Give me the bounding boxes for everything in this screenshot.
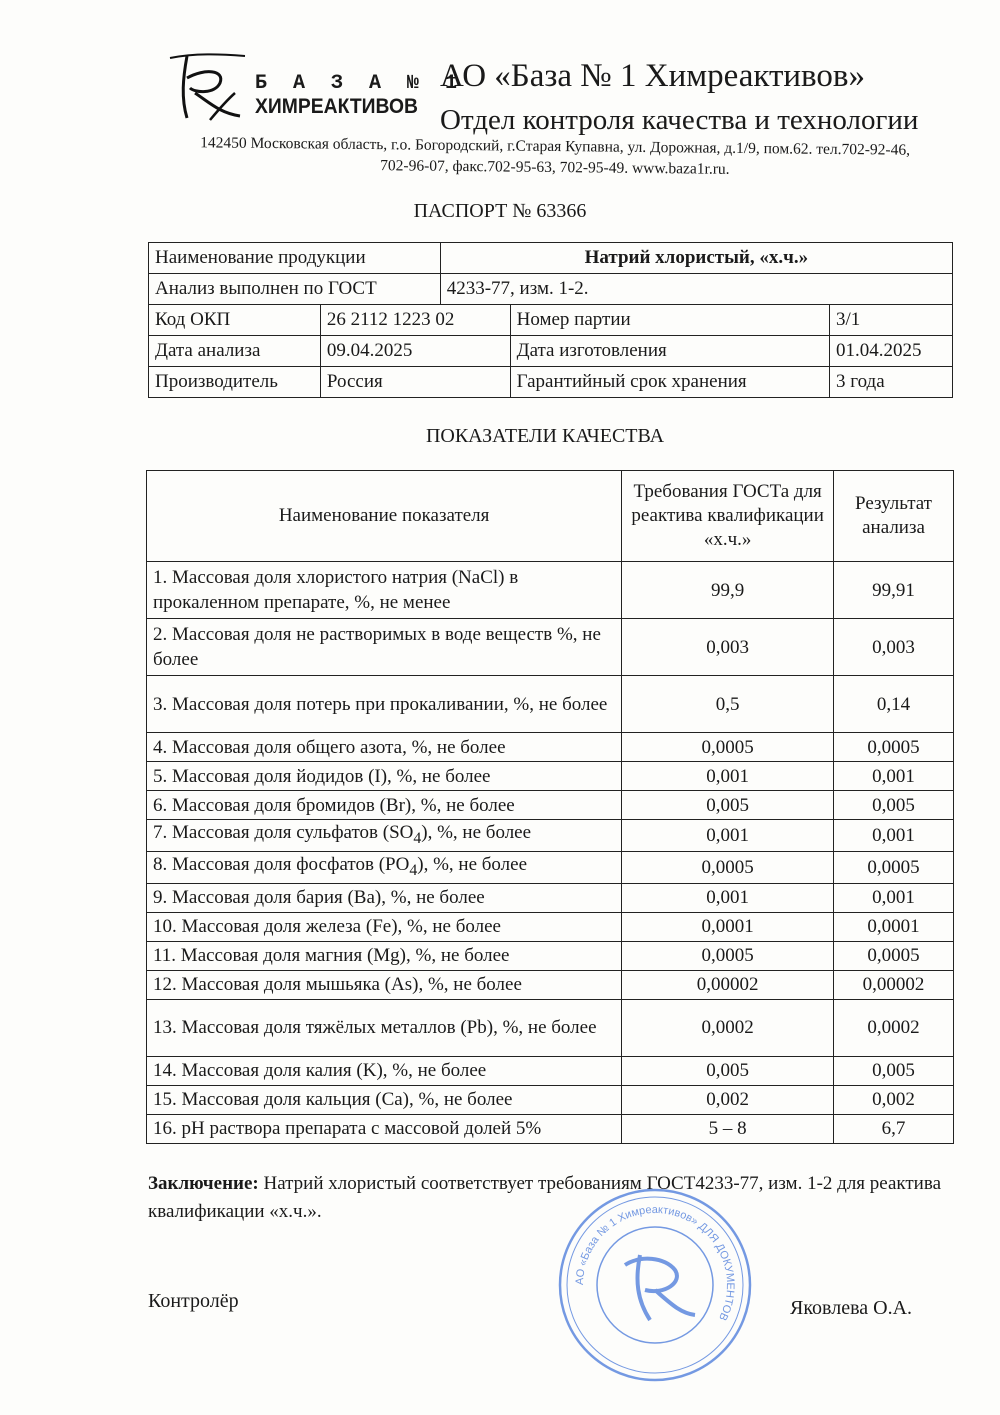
gost-requirement: 0,5	[622, 676, 834, 733]
indicator-name: 15. Массовая доля кальция (Ca), %, не более	[147, 1085, 622, 1114]
okp-label: Код ОКП	[149, 305, 321, 336]
indicator-name: 11. Массовая доля магния (Mg), %, не более	[147, 941, 622, 970]
manufacture-date-label: Дата изготовления	[510, 336, 829, 367]
gost-requirement: 0,0005	[622, 941, 834, 970]
stamp-text: АО «База № 1 Химреактивов» ДЛЯ ДОКУМЕНТОВ	[573, 1203, 737, 1323]
product-info-table	[148, 242, 953, 398]
analysis-result: 0,0001	[834, 912, 954, 941]
svg-text:АО «База № 1 Химреактивов» ДЛЯ	[574, 1204, 736, 1322]
conclusion-label: Заключение:	[148, 1173, 259, 1194]
indicator-name-prefix: 7. Массовая доля сульфатов (SO	[153, 822, 414, 843]
quality-row	[147, 1085, 954, 1114]
analysis-result: 0,0005	[834, 851, 954, 883]
gost-requirement: 0,0005	[622, 733, 834, 762]
gost-requirement: 0,0005	[622, 851, 834, 883]
indicator-name: 9. Массовая доля бария (Ba), %, не более	[147, 883, 622, 912]
indicator-name: 13. Массовая доля тяжёлых металлов (Pb), %, не более	[147, 999, 622, 1056]
company-address	[160, 132, 950, 182]
indicator-name-suffix: ), %, не более	[417, 853, 528, 875]
gost-requirement: 0,002	[622, 1085, 834, 1114]
indicator-name-subscript: 4	[413, 829, 422, 847]
analysis-result: 0,001	[834, 820, 954, 852]
analysis-result: 0,001	[834, 883, 954, 912]
gost-requirement: 0,001	[622, 762, 834, 791]
address-line-2: 702-96-07, факс.702-95-63, 702-95-49. www.baza1r.ru.	[380, 157, 730, 178]
address-line-1: 142450 Московская область, г.о. Богородский, г.Старая Купавна, ул. Дорожная, д.1/9, пом.62. тел.702-92-46,	[200, 134, 911, 159]
analysis-result: 0,0002	[834, 999, 954, 1056]
quality-row	[147, 619, 954, 676]
indicator-name: 14. Массовая доля калия (K), %, не более	[147, 1056, 622, 1085]
indicator-name-prefix: 8. Массовая доля фосфатов (PO	[153, 853, 410, 875]
quality-row	[147, 762, 954, 791]
quality-row	[147, 941, 954, 970]
analysis-result: 6,7	[834, 1114, 954, 1143]
company-stamp-icon	[555, 1185, 755, 1385]
analysis-result: 0,005	[834, 1056, 954, 1085]
indicator-name: 2. Массовая доля не растворимых в воде веществ %, не более	[147, 619, 622, 676]
indicator-name: 5. Массовая доля йодидов (I), %, не более	[147, 762, 622, 791]
gost-requirement: 0,0001	[622, 912, 834, 941]
quality-row	[147, 851, 954, 883]
analysis-result: 0,0005	[834, 941, 954, 970]
indicator-name-suffix: ), %, не более	[421, 822, 532, 843]
product-label: Наименование продукции	[149, 243, 441, 274]
indicator-name: 10. Массовая доля железа (Fe), %, не более	[147, 912, 622, 941]
indicator-name	[147, 851, 622, 883]
gost-requirement: 0,005	[622, 791, 834, 820]
quality-title: ПОКАЗАТЕЛИ КАЧЕСТВА	[425, 425, 665, 447]
gost-requirement: 0,00002	[622, 970, 834, 999]
gost-label: Анализ выполнен по ГОСТ	[149, 274, 441, 305]
product-value: Натрий хлористый, «х.ч.»	[440, 243, 952, 274]
info-row-product	[149, 243, 953, 274]
info-row-dates	[149, 336, 953, 367]
analysis-result: 99,91	[834, 562, 954, 619]
gost-requirement: 0,0002	[622, 999, 834, 1056]
okp-value: 26 2112 1223 02	[320, 305, 510, 336]
info-row-gost	[149, 274, 953, 305]
quality-row	[147, 912, 954, 941]
quality-row	[147, 1056, 954, 1085]
quality-table	[146, 470, 954, 1144]
indicator-name-subscript: 4	[409, 861, 418, 879]
quality-row	[147, 1114, 954, 1143]
quality-rows	[147, 562, 954, 1144]
indicator-name: 3. Массовая доля потерь при прокаливании, %, не более	[147, 676, 622, 733]
gost-value: 4233-77, изм. 1-2.	[440, 274, 952, 305]
header-requirement: Требования ГОСТа для реактива квалификации «х.ч.»	[622, 471, 834, 562]
gost-requirement: 0,005	[622, 1056, 834, 1085]
quality-row	[147, 970, 954, 999]
header-result: Результат анализа	[834, 471, 954, 562]
producer-value: Россия	[320, 367, 510, 398]
info-row-producer	[149, 367, 953, 398]
analysis-result: 0,0005	[834, 733, 954, 762]
analysis-result: 0,002	[834, 1085, 954, 1114]
info-row-okp	[149, 305, 953, 336]
quality-row	[147, 791, 954, 820]
quality-row	[147, 883, 954, 912]
quality-row	[147, 733, 954, 762]
batch-value: 3/1	[830, 305, 953, 336]
quality-row	[147, 562, 954, 619]
shelf-life-value: 3 года	[830, 367, 953, 398]
quality-row	[147, 820, 954, 852]
batch-label: Номер партии	[510, 305, 829, 336]
passport-title: ПАСПОРТ № 63366	[413, 200, 587, 222]
quality-row	[147, 999, 954, 1056]
analysis-date-value: 09.04.2025	[320, 336, 510, 367]
analysis-date-label: Дата анализа	[149, 336, 321, 367]
analysis-result: 0,00002	[834, 970, 954, 999]
analysis-result: 0,001	[834, 762, 954, 791]
conclusion-text: Натрий хлористый соответствует требованиям ГОСТ4233-77, изм. 1-2 для реактива квалификации «х.ч.».	[148, 1173, 941, 1222]
gost-requirement: 99,9	[622, 562, 834, 619]
producer-label: Производитель	[149, 367, 321, 398]
manufacture-date-value: 01.04.2025	[830, 336, 953, 367]
logo-text-baza: Б А З А № 1	[255, 72, 465, 95]
department-name: Отдел контроля качества и технологии	[440, 104, 919, 136]
conclusion	[148, 1170, 948, 1226]
logo-text-chem: ХИМРЕАКТИВОВ	[255, 95, 419, 118]
indicator-name: 12. Массовая доля мышьяка (As), %, не более	[147, 970, 622, 999]
gost-requirement: 0,003	[622, 619, 834, 676]
gost-requirement: 0,001	[622, 883, 834, 912]
header-name: Наименование показателя	[147, 471, 622, 562]
analysis-result: 0,14	[834, 676, 954, 733]
controller-label: Контролёр	[148, 1290, 239, 1312]
indicator-name: 16. pH раствора препарата с массовой долей 5%	[147, 1114, 622, 1143]
signer-name: Яковлева О.А.	[790, 1297, 913, 1319]
company-name: АО «База № 1 Химреактивов»	[440, 58, 865, 94]
indicator-name: 1. Массовая доля хлористого натрия (NaCl) в прокаленном препарате, %, не менее	[147, 562, 622, 619]
gost-requirement: 0,001	[622, 820, 834, 852]
analysis-result: 0,005	[834, 791, 954, 820]
indicator-name: 6. Массовая доля бромидов (Br), %, не более	[147, 791, 622, 820]
analysis-result: 0,003	[834, 619, 954, 676]
indicator-name	[147, 820, 622, 852]
gost-requirement: 5 – 8	[622, 1114, 834, 1143]
quality-row	[147, 676, 954, 733]
indicator-name: 4. Массовая доля общего азота, %, не более	[147, 733, 622, 762]
quality-header-row	[147, 471, 954, 562]
company-logo-icon	[165, 48, 250, 123]
shelf-life-label: Гарантийный срок хранения	[510, 367, 829, 398]
